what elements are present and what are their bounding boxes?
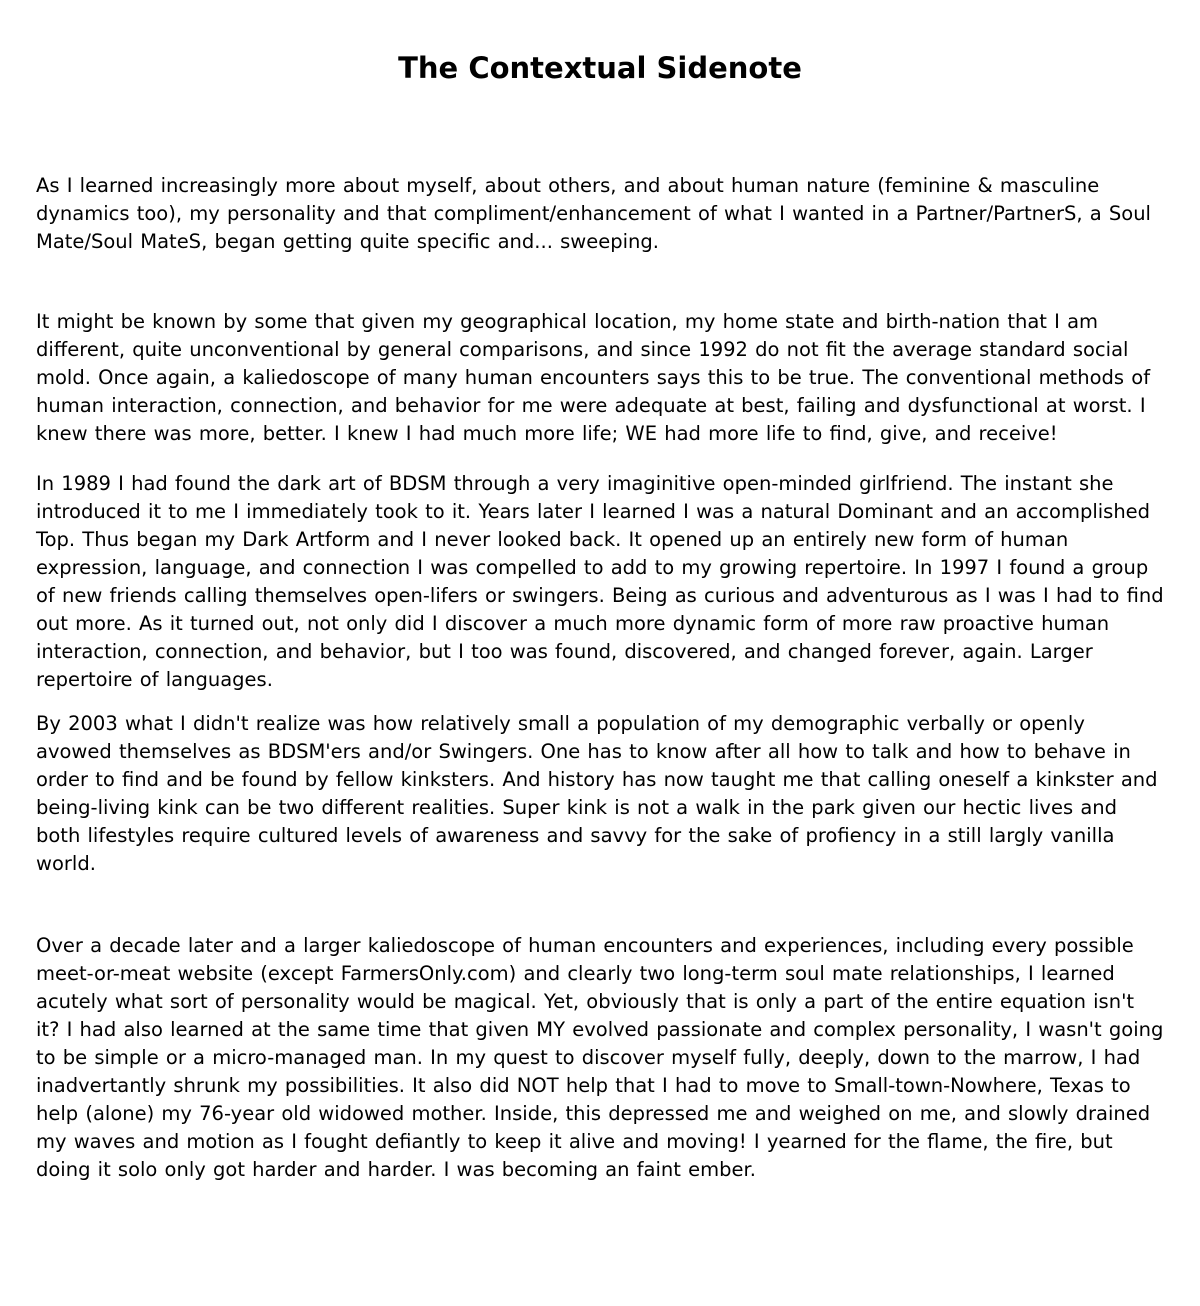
document-page bbox=[0, 50, 1200, 1306]
paragraph-background: It might be known by some that given my geographical location, my home state and birth-nation that I am different, quite unconventional by general comparisons, and since 1992 do not fit the average standard social mold. Once again, a kaliedoscope of many human encounters says this to be true. The conventional methods of human interaction, connection, and behavior for me were adequate at best, failing and dysfunctional at worst. I knew there was more, better. I knew I had much more life; WE had more life to find, give, and receive! bbox=[36, 310, 1151, 445]
paragraph-intro: As I learned increasingly more about myself, about others, and about human nature (feminine & masculine dynamics too), my personality and that compliment/enhancement of what I wanted in a Partner/PartnerS, a Soul Mate/Soul MateS, began getting quite specific and... sweeping. bbox=[36, 174, 1151, 253]
paragraph-2003: By 2003 what I didn't realize was how relatively small a population of my demographic verbally or openly avowed themselves as BDSM'ers and/or Swingers. One has to know after all how to talk and how to behave in order to find and be found by fellow kinksters. And history has now taught me that calling oneself a kinkster and being-living kink can be two different realities. Super kink is not a walk in the park given our hectic lives and both lifestyles require cultured levels of awareness and savvy for the sake of profiency in a still largly vanilla world. bbox=[36, 712, 1158, 875]
paragraph-1989: In 1989 I had found the dark art of BDSM through a very imaginitive open-minded girlfriend. The instant she introduced it to me I immediately took to it. Years later I learned I was a natural Dominant and an accomplished Top. Thus began my Dark Artform and I never looked back. It opened up an entirely new form of human expression, language, and connection I was compelled to add to my growing repertoire. In 1997 I found a group of new friends calling themselves open-lifers or swingers. Being as curious and adventurous as I was I had to find out more. As it turned out, not only did I discover a much more dynamic form of more raw proactive human interaction, connection, and behavior, but I too was found, discovered, and changed forever, again. Larger repertoire of languages. bbox=[36, 472, 1164, 691]
paragraph-decade-later: Over a decade later and a larger kaliedoscope of human encounters and experiences, including every possible meet-or-meat website (except FarmersOnly.com) and clearly two long-term soul mate relationships, I learned acutely what sort of personality would be magical. Yet, obviously that is only a part of the entire equation isn't it? I had also learned at the same time that given MY evolved passionate and complex personality, I wasn't going to be simple or a micro-managed man. In my quest to discover myself fully, deeply, down to the marrow, I had inadvertantly shrunk my possibilities. It also did NOT help that I had to move to Small-town-Nowhere, Texas to help (alone) my 76-year old widowed mother. Inside, this depressed me and weighed on me, and slowly drained my waves and motion as I fought defiantly to keep it alive and moving! I yearned for the flame, the fire, but doing it solo only got harder and harder. I was becoming an faint ember. bbox=[36, 934, 1164, 1181]
page-title: The Contextual Sidenote bbox=[398, 51, 802, 85]
